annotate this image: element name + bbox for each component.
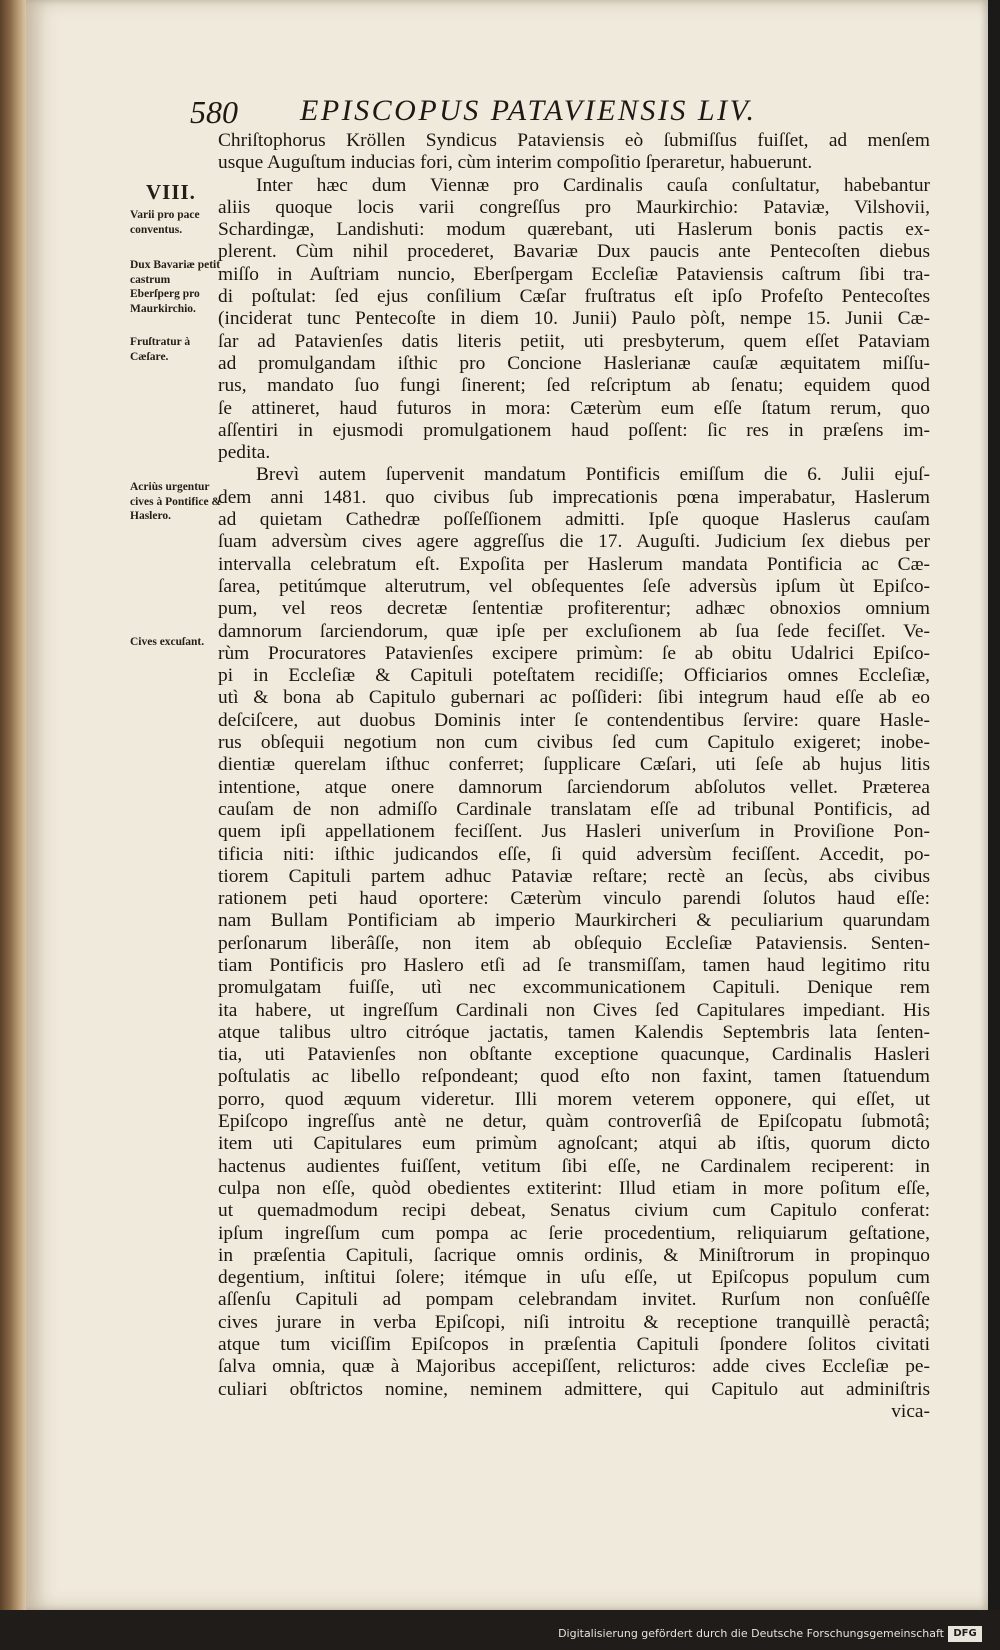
text-line: porro, quod æquum videretur. Illi morem veterem opponere, qui eſſet, ut (218, 1088, 930, 1110)
text-line: nam Bullam Pontificiam ab imperio Maurkircheri & peculiarium quarundam (218, 910, 930, 932)
margin-note: Cives excuſant. (130, 636, 205, 648)
text-line: culiari obſtrictos nomine, neminem admittere, qui Capitulo aut adminiſtris (218, 1378, 930, 1400)
text-line: di poſtulat: ſed ejus conſilium Cæſar fruſtratus eſt ipſo Profeſto Pentecoſtes (218, 286, 930, 308)
text-line: miſſo in Auſtriam nuncio, Eberſpergam Eccleſiæ Pataviensis caſtrum ſibi tra- (218, 263, 930, 285)
text-line: intentione, atque onere damnorum ſarciendorum abſolutos vellet. Præterea (218, 776, 930, 798)
text-line: aliis quoque locis varii congreſſus pro Maurkirchio: Pataviæ, Vilshovii, (218, 196, 930, 218)
text-line: quem ipſi appellationem feciſſent. Jus Hasleri univerſum in Proviſione Pon- (218, 821, 930, 843)
text-line: ſarea, petitúmque alterutrum, vel obſequentes ſeſe adversùs ipſum ùt Epiſco- (218, 575, 930, 597)
book-binding-edge (0, 0, 26, 1650)
scan-edge (988, 0, 1000, 1650)
text-line: damnorum ſarciendorum, quæ ipſe per excluſionem ab ſua ſede feciſſet. Ve- (218, 620, 930, 642)
text-line: ſe attineret, haud futuros in mora: Cæterùm eum eſſe ſtatum rerum, quo (218, 397, 930, 419)
text-line: ſuam adversùm cives agere aggreſſus die 17. Auguſti. Judicium ſex diebus per (218, 531, 930, 553)
text-line: ita habere, ut ingreſſum Cardinali non Cives ſed Capitulares impediant. His (218, 999, 930, 1021)
text-line: rus obſequii negotium non cum civibus ſed cum Capitulo exigeret; inobe- (218, 732, 930, 754)
text-line: culpa non eſſe, quòd obedientes extiterint: Illud etiam in more poſitum eſſe, (218, 1177, 930, 1199)
text-line: intervalla celebratum eſt. Expoſita per Haslerum mandata Pontificia ac Cæ- (218, 553, 930, 575)
text-line: tificia niti: iſthic judicandos eſſe, ſi quid adversùm feciſſent. Accedit, po- (218, 843, 930, 865)
text-line: rationem peti haud oportere: Cæterùm vinculo parendi ſolutos haud eſſe: (218, 888, 930, 910)
text-line: in præſentia Capituli, ſacrique omnis ordinis, & Miniſtrorum in propinquo (218, 1244, 930, 1266)
catchword: vica- (891, 1400, 930, 1422)
section-number: VIII. (146, 180, 196, 204)
text-line: ipſum ingreſſum cum pompa ac ſerie procedentium, reliquiarum geſtatione, (218, 1222, 930, 1244)
page-header (190, 90, 950, 134)
text-line: ad quietam Cathedræ poſſeſſionem admitti. Ipſe quoque Haslerus cauſam (218, 509, 930, 531)
text-line: plerent. Cùm nihil procederet, Bavariæ Dux paucis ante Pentecoſten diebus (218, 241, 930, 263)
text-line: poſtulatis ac libello reſpondeant; quod eſto non faxint, tamen ſtatuendum (218, 1066, 930, 1088)
text-line: pedita. (218, 442, 271, 464)
text-line: dem anni 1481. quo civibus ſub imprecationis pœna imperabatur, Haslerum (218, 486, 930, 508)
text-line: atque tum viciſſim Epiſcopos in præſentia Capituli ſpondere ſolitos civitati (218, 1334, 930, 1356)
margin-note: Varii pro pace conventus. (130, 209, 200, 236)
text-line: tiam Pontificis pro Haslero etſi ad ſe transmiſſam, tamen haud legitimo ritu (218, 954, 930, 976)
text-line: Brevì autem ſupervenit mandatum Pontificis emiſſum die 6. Julii ejuſ- (256, 464, 930, 486)
text-line: dientiæ querelam iſthuc conferret; ſupplicare Cæſari, uti ſeſe ab hujus litis (218, 754, 930, 776)
text-line: Epiſcopo ingreſſus antè ne detur, quàm controverſiâ de Epiſcopatu ſubmotâ; (218, 1111, 930, 1133)
text-line: rùm Procuratores Patavienſes excipere primùm: ſe ab obitu Udalrici Epiſco- (218, 642, 930, 664)
text-line: tia, uti Patavienſes non obſtante exceptione quacunque, Cardinalis Hasleri (218, 1044, 930, 1066)
text-line: rus, mandato ſuo fungi ſinerent; ſed reſcriptum ab ſenatu; equidem quod (218, 375, 930, 397)
text-line: perſonarum liberâſſe, non item ab obſequio Eccleſiæ Pataviensis. Senten- (218, 932, 930, 954)
text-line: aſſentiri in ejusmodi promulgationem haud poſſent: ſic res in præſens im- (218, 419, 930, 441)
text-line: atque talibus ultro citróque jactatis, tamen Kalendis Septembris lata ſenten- (218, 1021, 930, 1043)
text-line: ſalva omnia, quæ à Majoribus accepiſſent, relicturos: adde cives Eccleſiæ pe- (218, 1356, 930, 1378)
body-text (218, 130, 930, 1423)
text-line: degentium, inſtitui ſolere; itémque in uſu eſſe, ut Epiſcopus populum cum (218, 1267, 930, 1289)
text-line: (inciderat tunc Pentecoſte in diem 10. Junii) Paulo pòſt, nempe 15. Junii Cæ- (218, 308, 930, 330)
text-line: hactenus audientes fuiſſent, vetitum ſibi eſſe, ne Cardinalem reciperent: in (218, 1155, 930, 1177)
text-line: ſar ad Patavienſes datis literis petiit, uti presbyterum, quem eſſet Pataviam (218, 330, 930, 352)
text-line: promulgatam fuiſſe, utì nec excommunicationem Capituli. Denique rem (218, 977, 930, 999)
margin-notes (100, 130, 222, 1530)
text-line: tiorem Capituli partem adhuc Pataviæ reſtare; rectè an ſecùs, abs civibus (218, 865, 930, 887)
text-line: Schardingæ, Landishuti: modum quærebant, uti Haslerum bonis pactis ex- (218, 219, 930, 241)
text-line: item uti Capitulares eum primùm agnoſcant; atqui ab iſtis, quorum dicto (218, 1133, 930, 1155)
text-line: cauſam de non admiſſo Cardinale translatam eſſe ad tribunal Pontificis, ad (218, 798, 930, 820)
text-line: aſſenſu Capituli ad pompam celebrandam invitet. Rurſum non conſuêſſe (218, 1289, 930, 1311)
digitization-credit: Digitalisierung gefördert durch die Deutsche Forschungsgemeinschaft (558, 1627, 944, 1640)
text-line: ut quemadmodum recipi debeat, Senatus civium cum Capitulo conferat: (218, 1200, 930, 1222)
footer-strip (0, 1610, 1000, 1650)
margin-note: Fruſtratur à Cæſare. (130, 336, 191, 363)
text-line: utì & bona ab Capitulo gubernari ac poſſideri: ſibi integrum haud eſſe ab eo (218, 687, 930, 709)
dfg-logo: DFG (948, 1626, 982, 1642)
text-line: usque Auguſtum inducias fori, cùm interim compoſitio ſperaretur, habuerunt. (218, 152, 813, 174)
margin-note: Acriùs urgentur cives à Pontifice & Haslero. (130, 481, 222, 522)
page-number: 580 (190, 94, 238, 130)
running-head: EPISCOPUS PATAVIENSIS LIV. (300, 94, 757, 127)
text-line: pi in Eccleſiæ & Capituli poteſtatem recidiſſe; Officiarios omnes Eccleſiæ, (218, 665, 930, 687)
text-line: deſciſcere, aut duobus Dominis inter ſe contendentibus ſervire: quare Hasle- (218, 709, 930, 731)
text-line: cives jurare in verba Epiſcopi, niſi introitu & receptione tranquillè peractâ; (218, 1311, 930, 1333)
text-line: Chriſtophorus Kröllen Syndicus Pataviensis eò ſubmiſſus fuiſſet, ad menſem (218, 130, 930, 151)
text-line: pum, vel reos decretæ ſententiæ profiterentur; adhæc obnoxios omnium (218, 598, 930, 620)
text-line: Inter hæc dum Viennæ pro Cardinalis cauſa conſultatur, habebantur (256, 174, 930, 196)
text-line: ad promulgandam iſthic pro Concione Haslerianæ cauſæ æquitatem miſſu- (218, 352, 930, 374)
margin-note: Dux Bavariæ petit castrum Eberſperg pro Maurkirchio. (130, 259, 221, 315)
